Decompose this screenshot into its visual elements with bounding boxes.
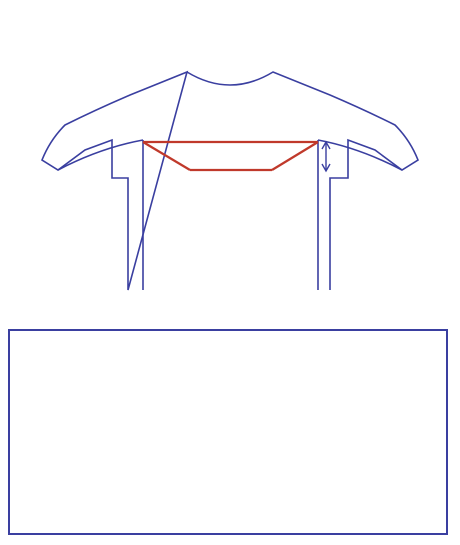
- sweater-outline: [42, 72, 418, 290]
- example-box: [8, 329, 448, 535]
- short-rows-right: [272, 142, 318, 170]
